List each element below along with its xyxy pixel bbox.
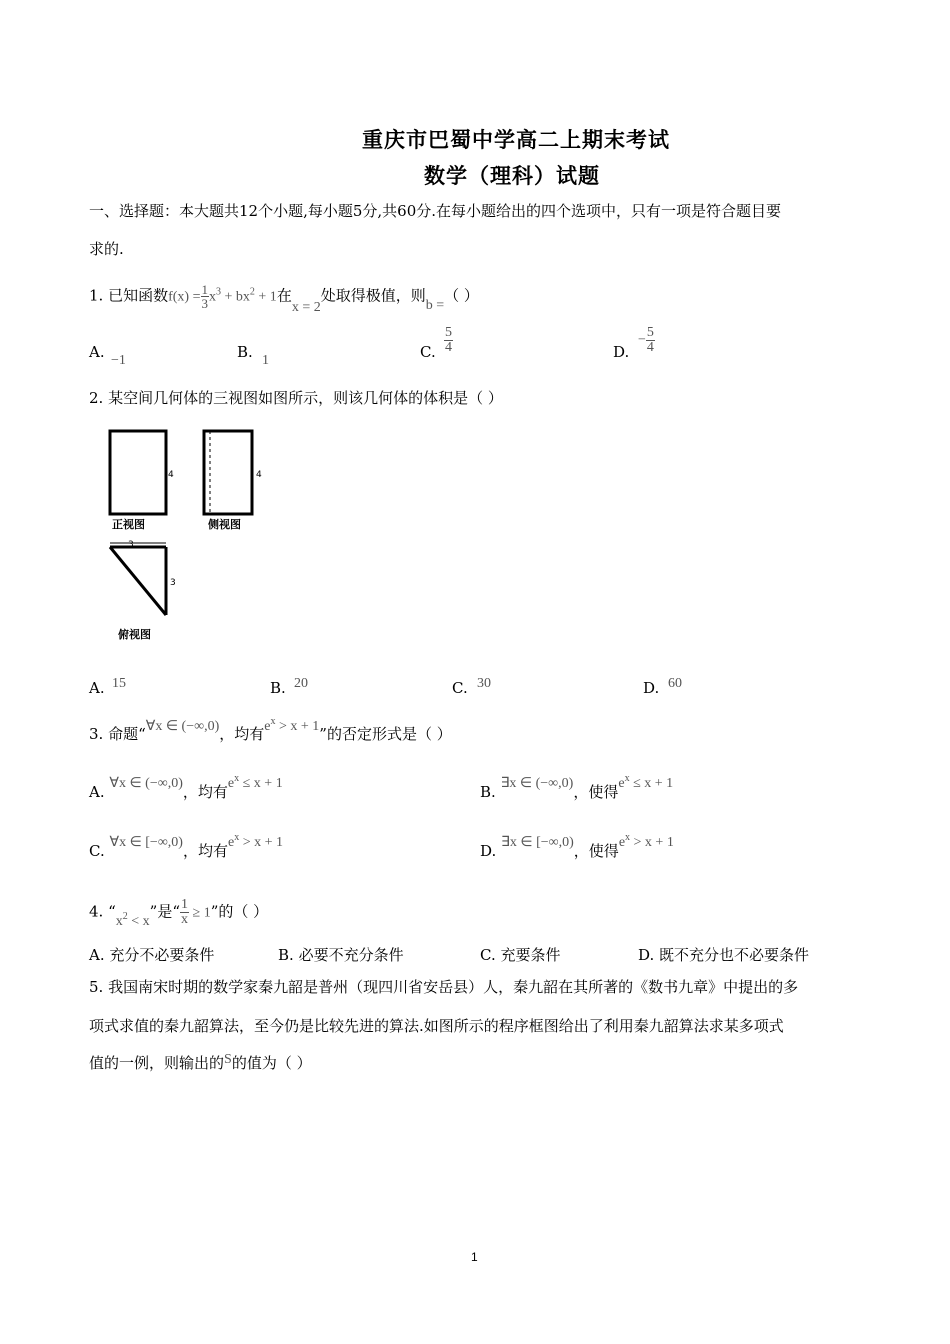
question-2-stem: 2. 某空间几何体的三视图如图所示，则该几何体的体积是（ ）: [89, 389, 503, 407]
question-number: 1.: [89, 286, 104, 305]
page-subtitle: 数学（理科）试题: [424, 163, 600, 188]
option-d[interactable]: D.: [613, 343, 630, 361]
page-number: 1: [471, 1250, 478, 1264]
option-a[interactable]: A. 充分不必要条件: [89, 946, 215, 964]
page-title: 重庆市巴蜀中学高二上期末考试: [362, 127, 670, 152]
front-view-dim: 4: [168, 470, 174, 480]
option-b-value: 20: [294, 676, 308, 691]
question-5-line1: 5. 我国南宋时期的数学家秦九韶是普州（现四川省安岳县）人，秦九韶在其所著的《数书九章》中提出的多: [89, 978, 799, 996]
option-b-value: 1: [262, 353, 269, 368]
option-d[interactable]: D. ∃x ∈ [−∞,0)，使得$e^x > x + 1$: [480, 832, 674, 860]
option-c[interactable]: C.: [452, 679, 468, 697]
option-a-value: 15: [112, 676, 126, 691]
question-5-line2: 项式求值的秦九韶算法，至今仍是比较先进的算法.如图所示的程序框图给出了利用秦九韶算法求某多项式: [89, 1017, 784, 1035]
side-view-rect: [204, 431, 252, 514]
question-1-stem: 1. 已知函数f(x) = $\frac{1}{3}$ $x^3 + bx^2 + 1$在x = 2处取得极值，则b =（ ）: [89, 282, 479, 315]
question-5-line3: 值的一例，则输出的S的值为（ ）: [89, 1052, 312, 1072]
option-b[interactable]: B.: [237, 343, 253, 361]
option-c-value: 30: [477, 676, 491, 691]
option-c[interactable]: C. ∀x ∈ [−∞,0)，均有$e^x > x + 1$: [89, 832, 284, 860]
top-view-label: 俯视图: [118, 628, 151, 641]
option-a[interactable]: A. ∀x ∈ (−∞,0)，均有$e^x \le x + 1$: [89, 773, 283, 801]
option-c[interactable]: C.: [420, 343, 436, 361]
front-view-rect: [110, 431, 166, 514]
three-view-figure: [100, 425, 280, 647]
math-fraction: $\frac{1}{3}$: [201, 282, 208, 311]
option-b[interactable]: B. 必要不充分条件: [278, 946, 404, 964]
option-d-value: − $\frac{5}{4}$: [638, 325, 654, 355]
option-b[interactable]: B. ∃x ∈ (−∞,0)，使得$e^x \le x + 1$: [480, 773, 674, 801]
option-d-value: 60: [668, 676, 682, 691]
option-d[interactable]: D.: [643, 679, 660, 697]
option-c-value: $\frac{5}{4}$: [445, 325, 452, 355]
top-view-dim-2: 3: [170, 578, 176, 588]
math-b: b =: [425, 297, 445, 313]
section-header-line2: 求的.: [89, 240, 124, 258]
option-d[interactable]: D. 既不充分也不必要条件: [638, 946, 810, 964]
question-4-stem: 4. “$x^2 < x$”是“ $\frac{1}{x}$ ≥ 1”的（ ）: [89, 897, 269, 929]
side-view-label: 侧视图: [208, 518, 241, 531]
option-a[interactable]: A.: [89, 343, 105, 361]
option-a-value: −1: [111, 353, 126, 368]
front-view-label: 正视图: [112, 518, 145, 531]
math-fraction: $\frac{1}{x}$: [181, 897, 189, 927]
option-a[interactable]: A.: [89, 679, 105, 697]
side-view-dim: 4: [256, 470, 262, 480]
math-x2: x = 2: [291, 299, 321, 315]
option-c[interactable]: C. 充要条件: [480, 946, 561, 964]
question-text: 已知函数: [108, 286, 169, 305]
top-view-dim: 3: [128, 540, 134, 550]
section-header-line1: 一、选择题：本大题共12个小题,每小题5分,共60分.在每小题给出的四个选项中，只有一项是符合题目要: [89, 202, 782, 220]
question-3-stem: 3. 命题“∀x ∈ (−∞,0)，均有$e^x > x + 1$”的否定形式是（ ）: [89, 716, 452, 743]
option-b[interactable]: B.: [270, 679, 286, 697]
math-fx: f(x) =: [168, 289, 201, 305]
